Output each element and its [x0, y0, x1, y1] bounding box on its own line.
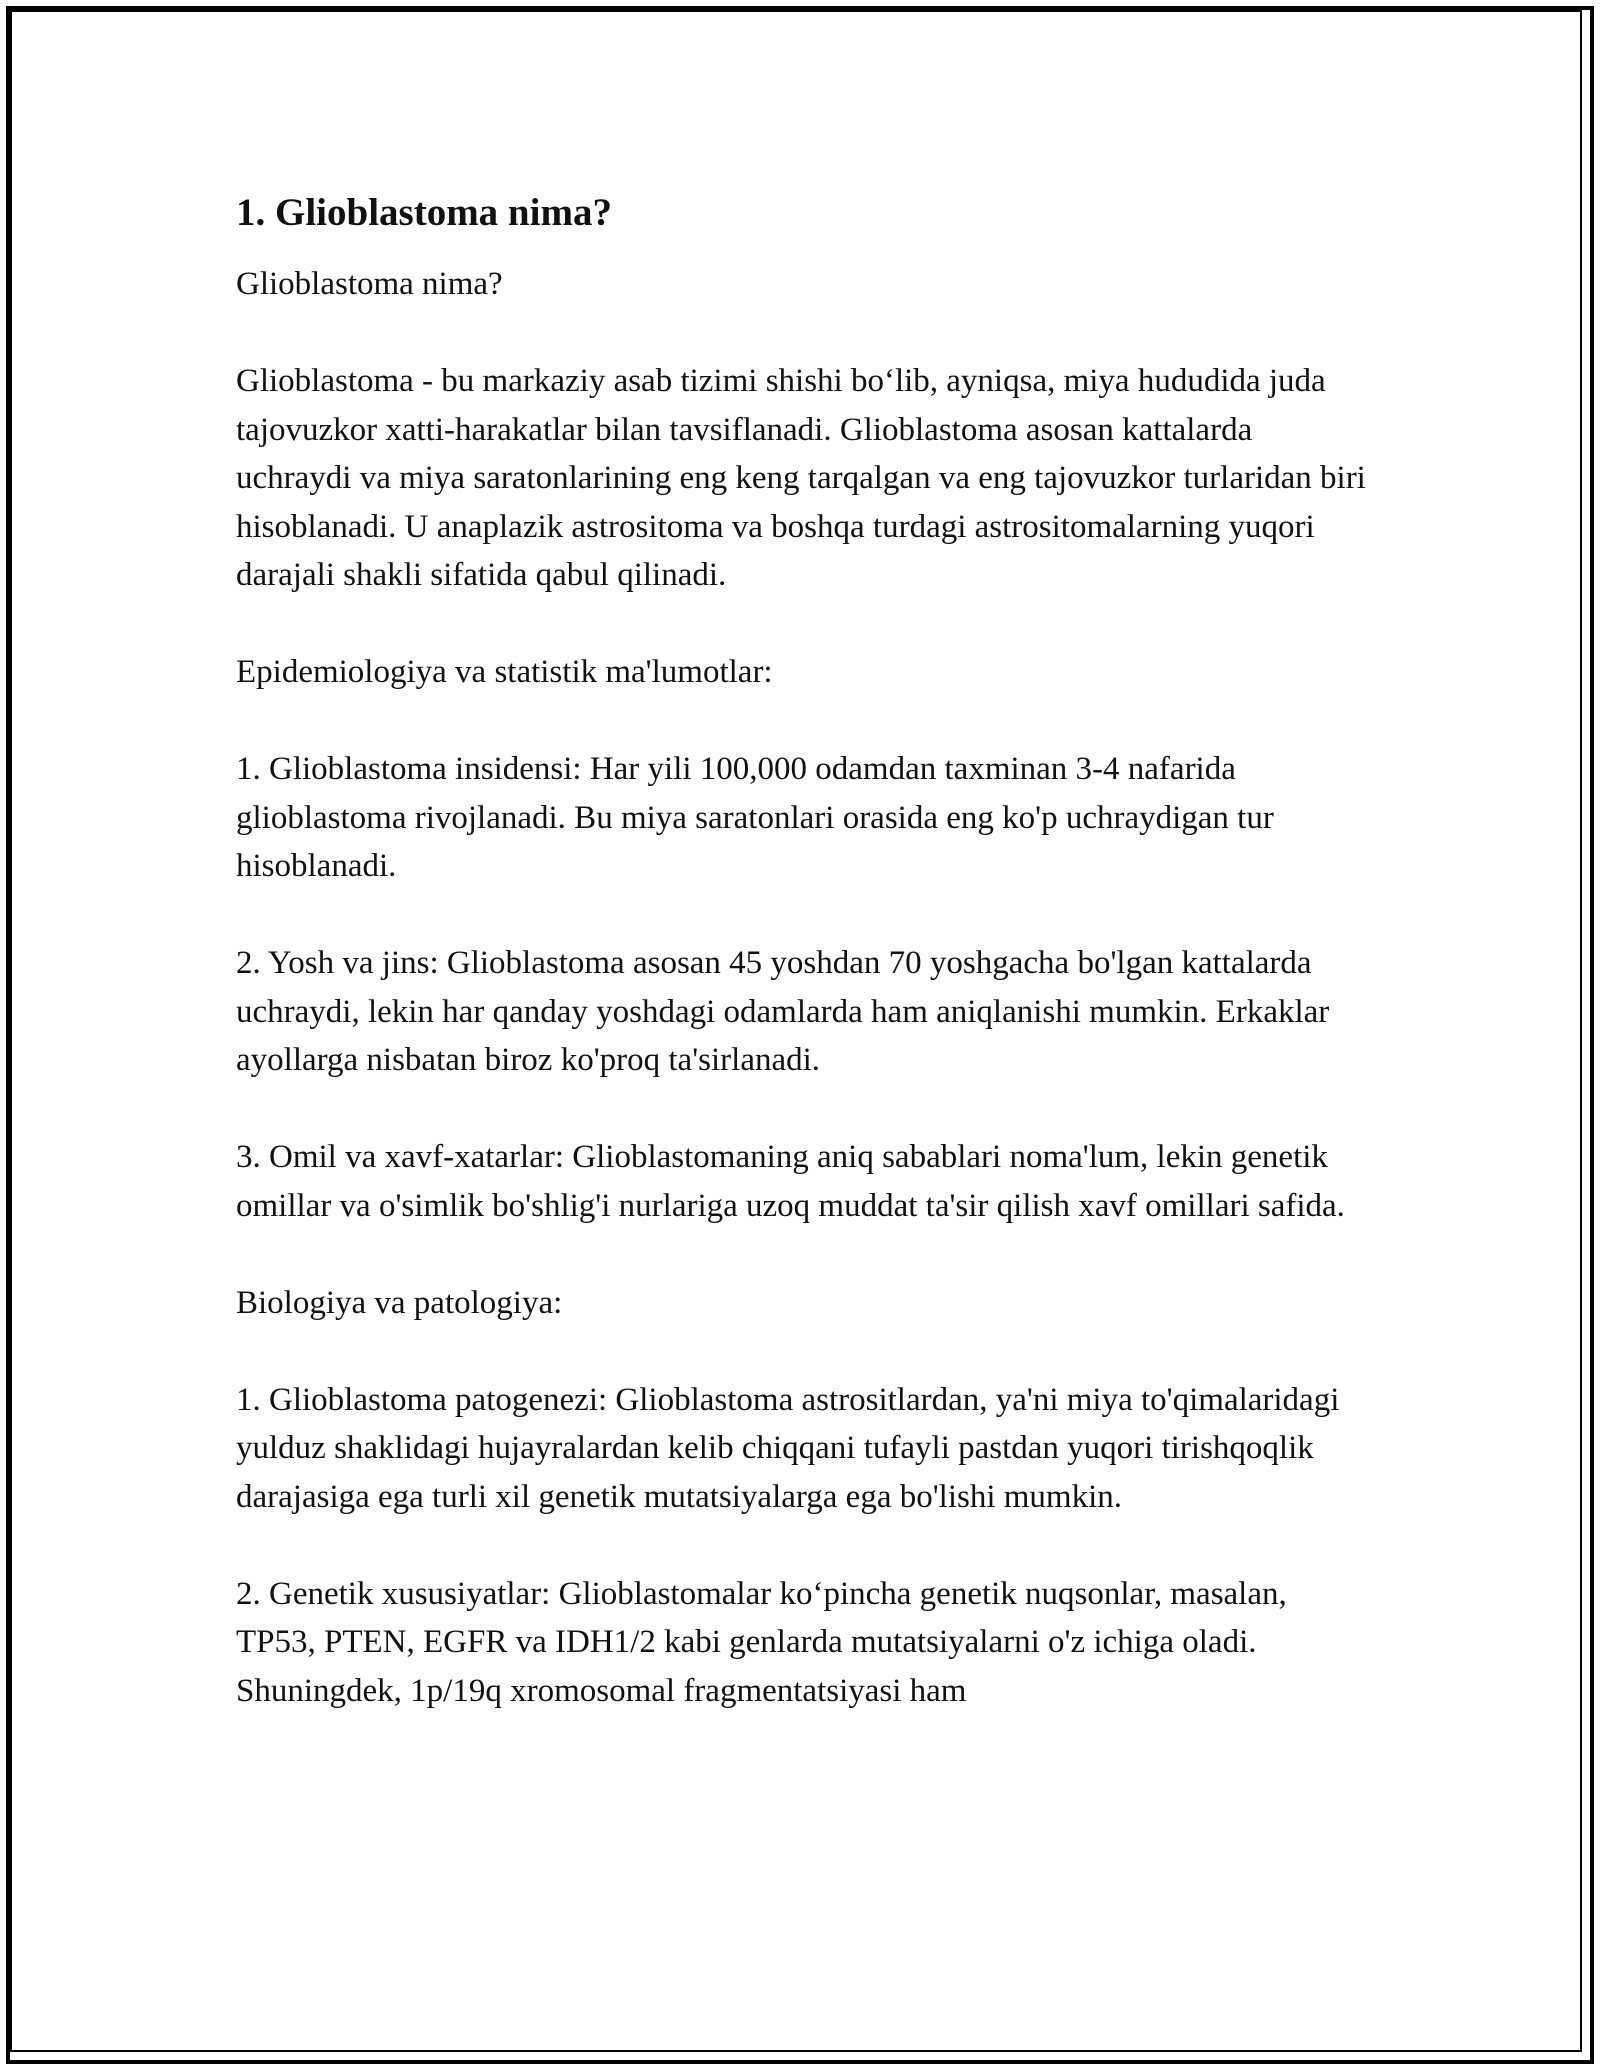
section-heading-epidemiology: Epidemiologiya va statistik ma'lumotlar: [236, 654, 773, 690]
list-item-age-sex: 2. Yosh va jins: Glioblastoma asosan 45 yoshdan 70 yoshgacha bo'lgan kattalarda uchraydi, lekin har qanday yoshdagi odamlarda ham aniqlanishi mumkin. Erkaklar ayollarga nisbatan biroz ko'proq ta'sirlanadi. [236, 945, 1330, 1078]
spacer [236, 309, 1366, 358]
paragraph-definition: Glioblastoma - bu markaziy asab tizimi shishi boʻlib, ayniqsa, miya hududida juda tajovuzkor xatti-harakatlar bilan tavsiflanadi. Glioblastoma asosan kattalarda uchraydi va miya saratonlarining eng keng tarqalgan va eng tajovuzkor turlaridan biri hisoblanadi. U anaplazik astrositoma va boshqa turdagi astrositomalarning yuqori darajali shakli sifatida qabul qilinadi. [236, 363, 1366, 593]
spacer [236, 600, 1366, 649]
spacer [236, 239, 1366, 260]
list-item-incidence: 1. Glioblastoma insidensi: Har yili 100,000 odamdan taxminan 3-4 nafarida glioblastoma rivojlanadi. Bu miya saratonlari orasida eng ko'p uchraydigan tur hisoblanadi. [236, 751, 1274, 884]
list-item-risk-factors: 3. Omil va xavf-xatarlar: Glioblastomaning aniq sabablari noma'lum, lekin genetik omillar va o'simlik bo'shlig'i nurlariga uzoq muddat ta'sir qilish xavf omillari safida. [236, 1139, 1345, 1224]
section-heading-biology: Biologiya va patologiya: [236, 1284, 563, 1321]
document-body [236, 187, 1366, 1715]
spacer [236, 1230, 1366, 1279]
paragraph-intro-question: Glioblastoma nima? [236, 266, 503, 302]
list-item-genetics: 2. Genetik xususiyatlar: Glioblastomalar koʻpincha genetik nuqsonlar, masalan, TP53, PTEN, EGFR va IDH1/2 kabi genlarda mutatsiyalarni o'z ichiga oladi. Shuningdek, 1p/19q xromosomal fragmentatsiyasi ham [236, 1575, 1287, 1709]
spacer [236, 1327, 1366, 1376]
list-item-pathogenesis: 1. Glioblastoma patogenezi: Glioblastoma astrositlardan, ya'ni miya to'qimalaridagi yulduz shaklidagi hujayralardan kelib chiqqani tufayli pastdan yuqori tirishqoqlik darajasiga ega turli xil genetik mutatsiyalarga ega bo'lishi mumkin. [236, 1381, 1340, 1515]
spacer [236, 1521, 1366, 1570]
spacer [236, 891, 1366, 940]
spacer [236, 1085, 1366, 1134]
document-title: 1. Glioblastoma nima? [236, 191, 612, 234]
spacer [236, 697, 1366, 746]
